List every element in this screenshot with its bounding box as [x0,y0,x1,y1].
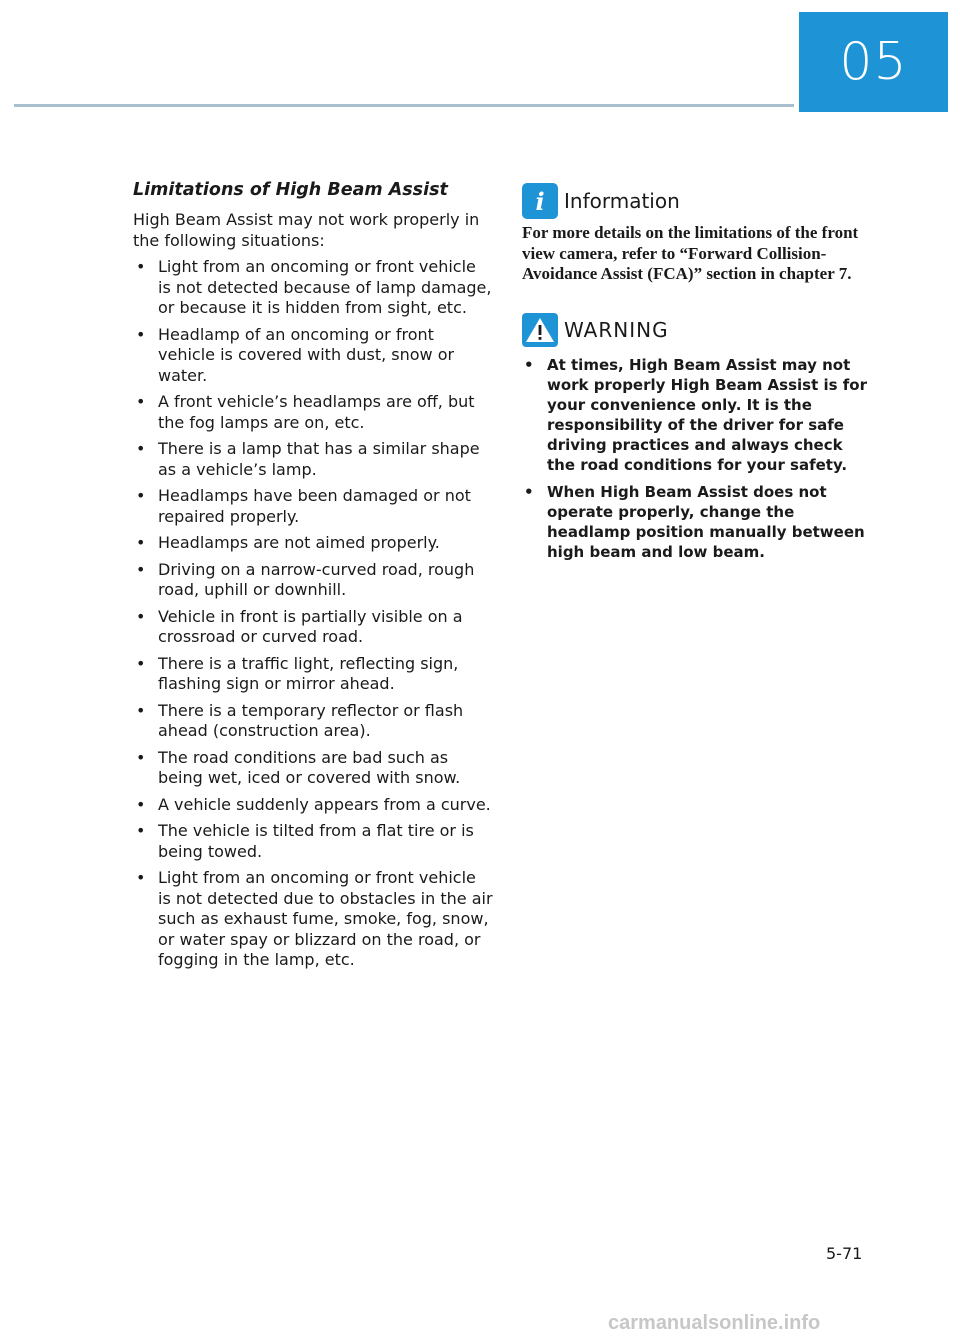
bullet-icon: • [136,533,146,552]
list-item-text: There is a traffic light, reflecting sign, flashing sign or mirror ahead. [158,653,459,693]
list-item-text: Driving on a narrow-curved road, rough road, uphill or downhill. [158,559,475,599]
watermark: carmanualsonline.info [608,1312,821,1334]
list-item [133,795,493,816]
bullet-icon: • [136,794,146,814]
bullet-icon: • [136,559,146,579]
section-intro: High Beam Assist may not work properly in the following situations: [133,210,480,250]
bullet-icon: • [136,439,146,458]
limitations-section [133,180,493,977]
warning-item [522,355,874,475]
header-rule [14,104,794,107]
information-title: Information [564,189,680,213]
chapter-tab: 05 [799,12,948,112]
list-item-text: A vehicle suddenly appears from a curve. [158,794,491,814]
bullet-icon: • [136,821,146,840]
list-item [133,439,493,480]
list-item-text: Light from an oncoming or front vehicle is not detected because of lamp damage, or because it is hidden from sight, etc. [158,257,492,317]
list-item-text: A front vehicle’s headlamps are off, but the fog lamps are on, etc. [158,392,475,432]
list-item-text: There is a lamp that has a similar shape as a vehicle’s lamp. [158,439,480,479]
bullet-icon: • [136,700,146,720]
bullet-icon: • [136,653,146,673]
list-item-text: Light from an oncoming or front vehicle is not detected due to obstacles in the air such as exhaust fume, smoke, fog, snow, or water spay or blizzard on the road, or fogging in the lamp, etc. [158,868,493,969]
bullet-icon: • [136,392,146,411]
bullet-icon: • [136,324,146,344]
list-item [133,486,493,527]
information-body: For more details on the limitations of the front view camera, refer to “Forward Collision-Avoidance Assist (FCA)” section in chapter 7. [522,223,859,283]
warning-header [522,313,874,347]
list-item [133,701,493,742]
information-box [522,183,874,285]
list-item [133,654,493,695]
warning-item-text: At times, High Beam Assist may not work properly High Beam Assist is for your convenience only. It is the responsibility of the driver for safe driving practices and always check the road conditions for your safety. [547,355,868,474]
bullet-icon: • [524,482,534,501]
list-item-text: Headlamp of an oncoming or front vehicle is covered with dust, snow or water. [158,324,455,385]
bullet-icon: • [136,257,146,276]
warning-triangle-icon [522,313,558,347]
bullet-icon: • [136,868,146,887]
list-item [133,607,493,648]
notes-column [522,183,874,569]
information-header [522,183,874,219]
limitations-list [133,257,493,971]
list-item [133,748,493,789]
list-item [133,257,493,319]
list-item-text: The road conditions are bad such as being wet, iced or covered with snow. [158,747,461,787]
list-item [133,560,493,601]
bullet-icon: • [524,355,534,374]
list-item-text: Headlamps are not aimed properly. [158,533,440,552]
list-item [133,325,493,387]
list-item [133,392,493,433]
list-item-text: Headlamps have been damaged or not repaired properly. [158,486,471,526]
bullet-icon: • [136,486,146,505]
bullet-icon: • [136,747,146,767]
warning-list [522,355,874,562]
info-icon: i [522,183,558,219]
list-item [133,821,493,862]
section-title: Limitations of High Beam Assist [133,180,448,200]
warning-item [522,482,874,562]
page-number: 5-71 [826,1244,863,1263]
list-item [133,533,493,554]
list-item-text: There is a temporary reflector or flash ahead (construction area). [158,700,464,740]
list-item-text: The vehicle is tilted from a flat tire or is being towed. [158,821,474,861]
list-item-text: Vehicle in front is partially visible on a crossroad or curved road. [158,606,463,646]
warning-title: WARNING [564,317,669,342]
warning-box [522,313,874,562]
warning-item-text: When High Beam Assist does not operate properly, change the headlamp position manually between high beam and low beam. [547,482,865,561]
bullet-icon: • [136,606,146,626]
list-item [133,868,493,971]
